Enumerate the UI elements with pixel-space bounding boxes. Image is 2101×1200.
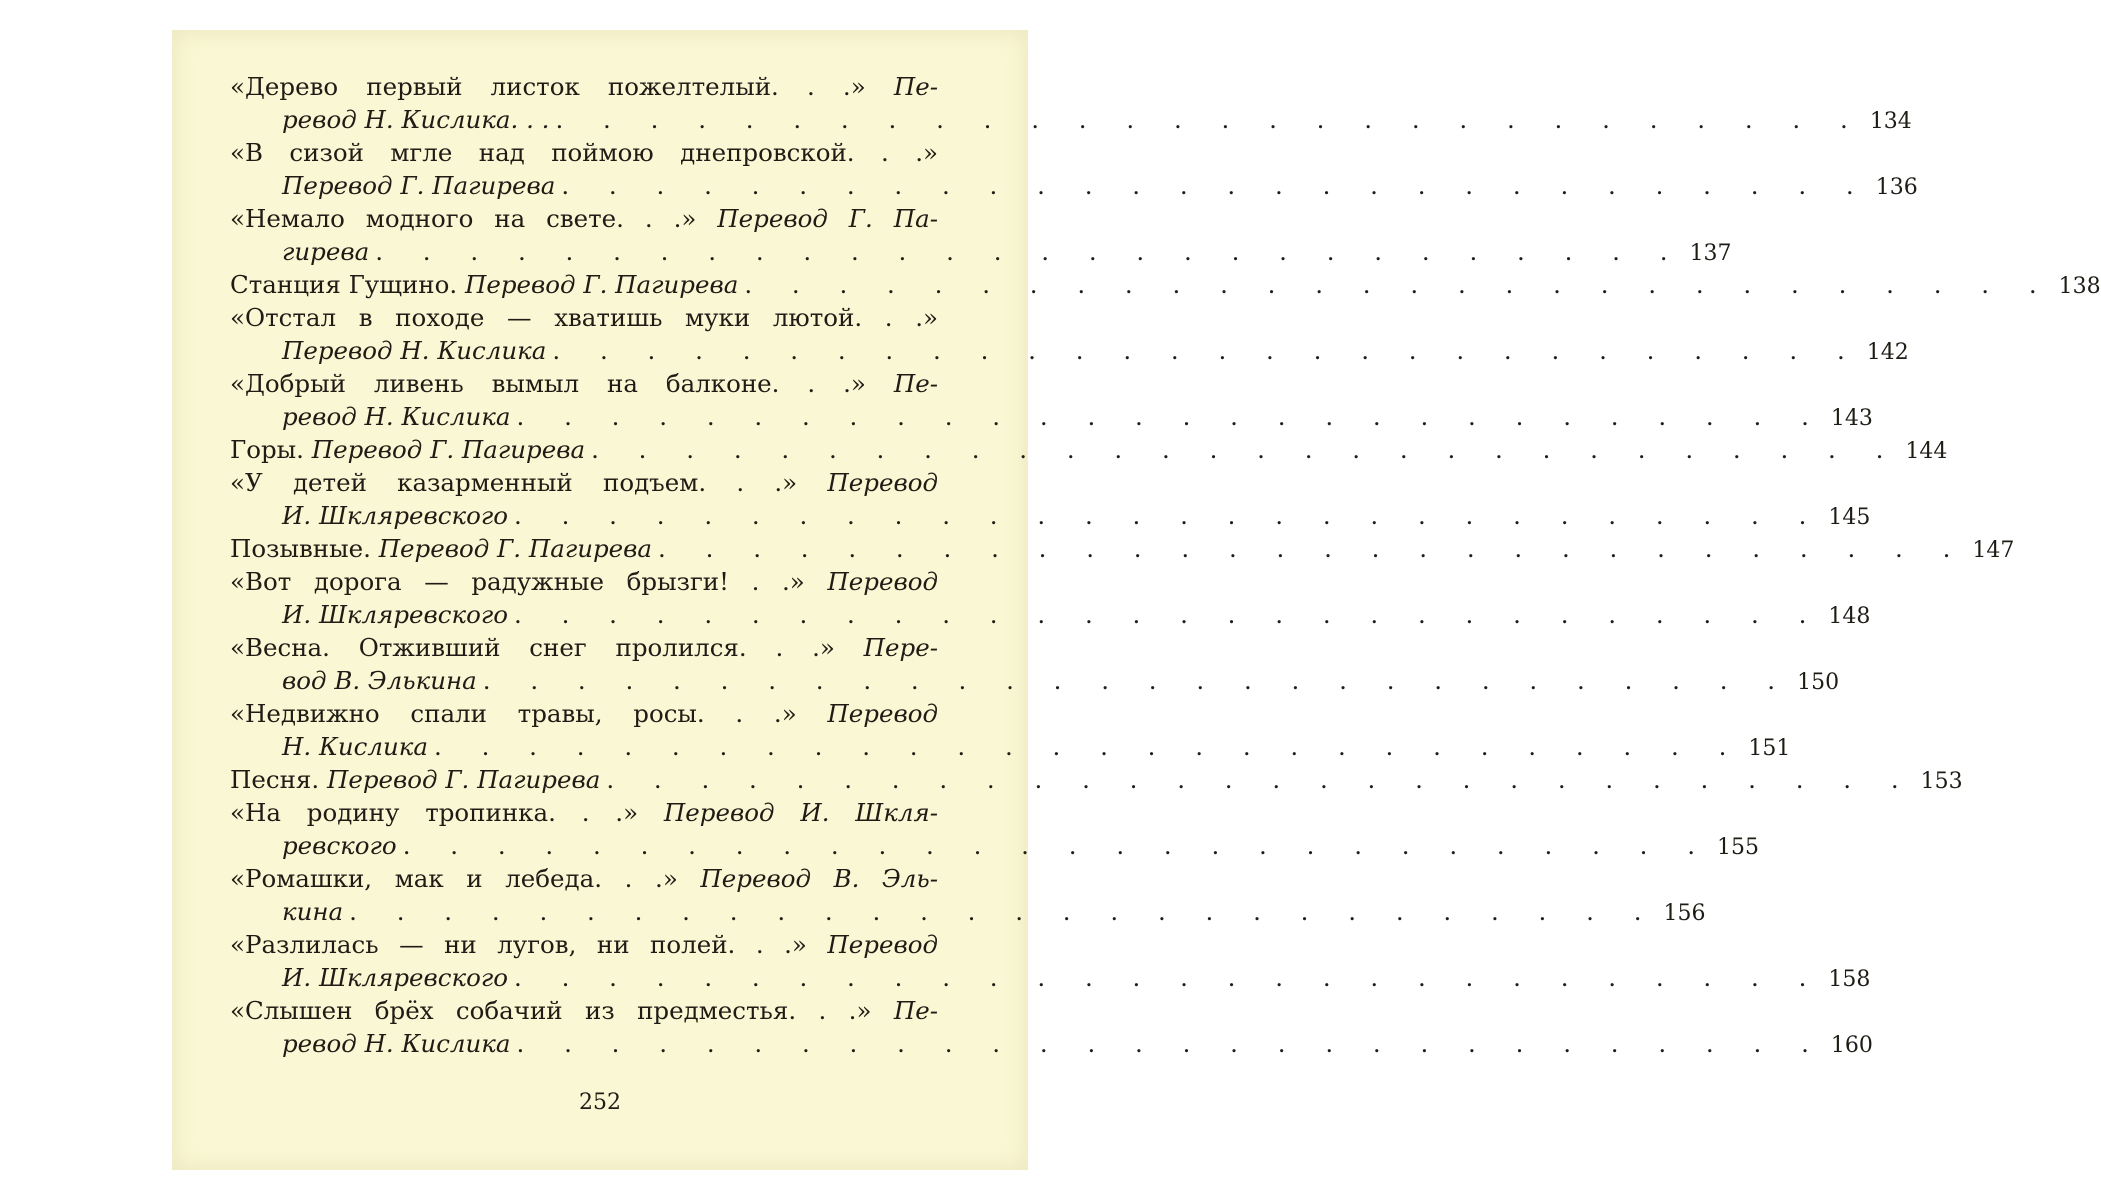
dot-leader: . . . . . . . . . . . . . . . . . . . . . . . . . . . . [516,1029,1825,1058]
toc-page-number: 150 [1797,670,1840,695]
toc-entry-credit: гирева [282,237,370,266]
toc-entry-credit: ревского [282,831,397,860]
dot-leader: . . . . . . . . . . . . . . . . . . . . . . . . . . . . [552,336,1861,365]
toc-entry [230,796,1760,862]
dot-leader: . . . . . . . . . . . . . . . . . . . . . . . . . . . . [744,270,2053,299]
toc-entry-title: «На родину тропинка. . .» Перевод И. Шкля- [230,798,938,827]
toc-entry-credit: И. Шкляревского [282,600,509,629]
toc-page-number: 151 [1748,736,1791,761]
page-number: 252 [579,1090,621,1115]
toc-entry-title: Песня. Перевод Г. Пагирева [230,765,601,794]
toc-entry [230,532,2015,565]
toc-entry-title: «У детей казарменный подъем. . .» Перевод [230,468,938,497]
toc-entry-title: «Разлилась — ни лугов, ни полей. . .» Перевод [230,930,938,959]
toc-page-number: 147 [1972,538,2015,563]
toc-entry [230,928,1871,994]
toc-entry-credit: Перевод Г. Пагирева [282,171,556,200]
toc-page-number: 134 [1869,109,1912,134]
dot-leader: . . . . . . . . . . . . . . . . . . . . . . . . . . . . [514,600,1823,629]
toc-entry [230,994,1873,1060]
toc-entry [230,697,1791,763]
dot-leader: . . . . . . . . . . . . . . . . . . . . . . . . . . . . [375,237,1684,266]
toc-entry [230,763,1963,796]
toc-entry-title: «Весна. Отживший снег пролился. . .» Пере- [230,633,938,662]
toc-entry-title: «Немало модного на свете. . .» Перевод Г. Па- [230,204,938,233]
toc-entry-credit: Н. Кислика [282,732,429,761]
dot-leader: . . . . . . . . . . . . . . . . . . . . . . . . . . . . [591,435,1900,464]
dot-leader: . . . . . . . . . . . . . . . . . . . . . . . . . . . . [514,501,1823,530]
toc-entry-title: «В сизой мгле над поймою днепровской. . .» [230,138,938,167]
toc-page-number: 153 [1920,769,1963,794]
toc-entry-credit: кина [282,897,344,926]
dot-leader: . . . . . . . . . . . . . . . . . . . . . . . . . . . . [516,402,1825,431]
dot-leader: . . . . . . . . . . . . . . . . . . . . . . . . . . . . [434,732,1743,761]
toc-page-number: 143 [1830,406,1873,431]
toc-entry-credit: ревод Н. Кислика. . . [282,105,550,134]
toc-entry [230,862,1706,928]
toc-page-number: 137 [1689,241,1732,266]
book-page [172,30,2101,1170]
toc-entry [230,631,1840,697]
toc-entry [230,367,1873,433]
dot-leader: . . . . . . . . . . . . . . . . . . . . . . . . . . . . [606,765,1915,794]
dot-leader: . . . . . . . . . . . . . . . . . . . . . . . . . . . . [561,171,1870,200]
toc-entry-title: «Ромашки, мак и лебеда. . .» Перевод В. Эль- [230,864,938,893]
dot-leader: . . . . . . . . . . . . . . . . . . . . . . . . . . . . [658,534,1967,563]
toc-entry-credit: И. Шкляревского [282,501,509,530]
toc-entry-title: «Добрый ливень вымыл на балконе. . .» Пе- [230,369,938,398]
toc-entry [230,136,1918,202]
toc-entry [230,565,1871,631]
toc-entry-title: Горы. Перевод Г. Пагирева [230,435,586,464]
toc-page-number: 158 [1828,967,1871,992]
toc-page-number: 148 [1828,604,1871,629]
toc-entry-credit: ревод Н. Кислика [282,402,511,431]
dot-leader: . . . . . . . . . . . . . . . . . . . . . . . . . . . . [402,831,1712,860]
toc-entry-title: «Слышен брёх собачий из предместья. . .» Пе- [230,996,938,1025]
toc-entry-credit: Перевод Н. Кислика [282,336,547,365]
table-of-contents [230,70,2101,1060]
toc-entry [230,268,2101,301]
toc-entry [230,466,1871,532]
toc-entry-credit: И. Шкляревского [282,963,509,992]
dot-leader: . . . . . . . . . . . . . . . . . . . . . . . . . . . . [514,963,1823,992]
dot-leader: . . . . . . . . . . . . . . . . . . . . . . . . . . . . [482,666,1792,695]
toc-page-number: 138 [2058,274,2101,299]
toc-entry [230,202,1732,268]
toc-page-number: 156 [1663,901,1706,926]
toc-page-number: 155 [1717,835,1760,860]
toc-entry-title: «Отстал в походе — хватишь муки лютой. . .» [230,303,938,332]
dot-leader: . . . . . . . . . . . . . . . . . . . . . . . . . . . . [555,105,1864,134]
dot-leader: . . . . . . . . . . . . . . . . . . . . . . . . . . . . [349,897,1658,926]
toc-entry-credit: ревод Н. Кислика [282,1029,511,1058]
toc-entry-credit: вод В. Элькина [282,666,477,695]
toc-entry-title: «Вот дорога — радужные брызги! . .» Перевод [230,567,938,596]
toc-page-number: 144 [1905,439,1948,464]
toc-entry-title: Станция Гущино. Перевод Г. Пагирева [230,270,739,299]
toc-page-number: 136 [1875,175,1918,200]
toc-page-number: 142 [1866,340,1909,365]
toc-page-number: 145 [1828,505,1871,530]
toc-entry [230,433,1948,466]
toc-entry [230,70,1912,136]
toc-entry-title: «Недвижно спали травы, росы. . .» Перевод [230,699,938,728]
toc-page-number: 160 [1830,1033,1873,1058]
toc-entry-title: Позывные. Перевод Г. Пагирева [230,534,653,563]
toc-entry-title: «Дерево первый листок пожелтелый. . .» Пе- [230,72,938,101]
toc-entry [230,301,1909,367]
